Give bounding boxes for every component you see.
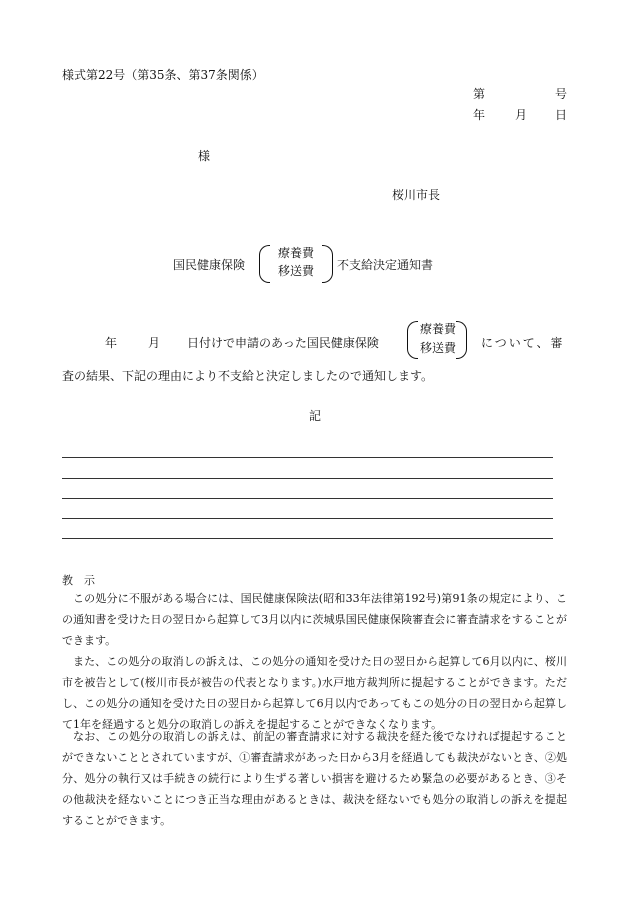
body-right-brace [456, 321, 467, 359]
reason-line-2 [62, 478, 553, 479]
body-text-1: 日付けで申請のあった国民健康保険 [187, 336, 379, 350]
reason-line-1 [62, 457, 553, 458]
document-number-suffix: 号 [555, 87, 568, 101]
reason-line-3 [62, 498, 553, 499]
body-year: 年 [105, 336, 118, 350]
reason-line-5 [62, 538, 553, 539]
document-number-prefix: 第 [473, 87, 486, 101]
body-text-2: について、審 [481, 336, 565, 350]
body-month: 月 [148, 336, 161, 350]
addressee-honorific: 様 [198, 149, 211, 163]
title-left-brace [259, 245, 270, 283]
ki-label: 記 [309, 409, 322, 423]
instruction-paragraph-1: この処分に不服がある場合には、国民健康保険法(昭和33年法律第192号)第91条の規定により、この通知書を受けた日の翌日から起算して3月以内に茨城県国民健康保険審査会に審査請求をすることができます。 [62, 592, 567, 647]
sender-name: 桜川市長 [392, 188, 441, 202]
reason-line-4 [62, 518, 553, 519]
date-month: 月 [515, 108, 528, 122]
title-choice-2: 移送費 [277, 264, 314, 278]
instruction-heading: 教 示 [62, 574, 95, 587]
date-day: 日 [555, 108, 568, 122]
instruction-paragraph-2: また、この処分の取消しの訴えは、この処分の通知を受けた日の翌日から起算して6月以内に、桜川市を被告として(桜川市長が被告の代表となります。)水戸地方裁判所に提起することができます。ただし、この処分の通知を受けた日の翌日から起算して6月以内であってもこの処分の日の翌日から起算して1年を経過すると処分の取消しの訴えを提起することができなくなります。 [62, 655, 567, 731]
body-choice-1: 療養費 [419, 322, 456, 336]
instruction-paragraph-3: なお、この処分の取消しの訴えは、前記の審査請求に対する裁決を経た後でなければ提起することができないこととされていますが、①審査請求があった日から3月を経過しても裁決がないとき、②処分、処分の執行又は手続きの続行により生ずる著しい損害を避けるため緊急の必要があるとき、③その他裁決を経ないことにつき正当な理由があるときは、裁決を経ないでも処分の取消しの訴えを提起することができます。 [62, 730, 567, 827]
date-year: 年 [473, 108, 486, 122]
body-line-2: 査の結果、下記の理由により不支給と決定しましたので通知します。 [62, 369, 434, 383]
title-suffix: 不支給決定通知書 [337, 258, 434, 272]
form-number: 様式第22号（第35条、第37条関係） [62, 68, 264, 82]
title-prefix: 国民健康保険 [173, 258, 246, 272]
body-choice-2: 移送費 [419, 341, 456, 355]
title-choice-1: 療養費 [277, 246, 314, 260]
title-right-brace [322, 245, 333, 283]
